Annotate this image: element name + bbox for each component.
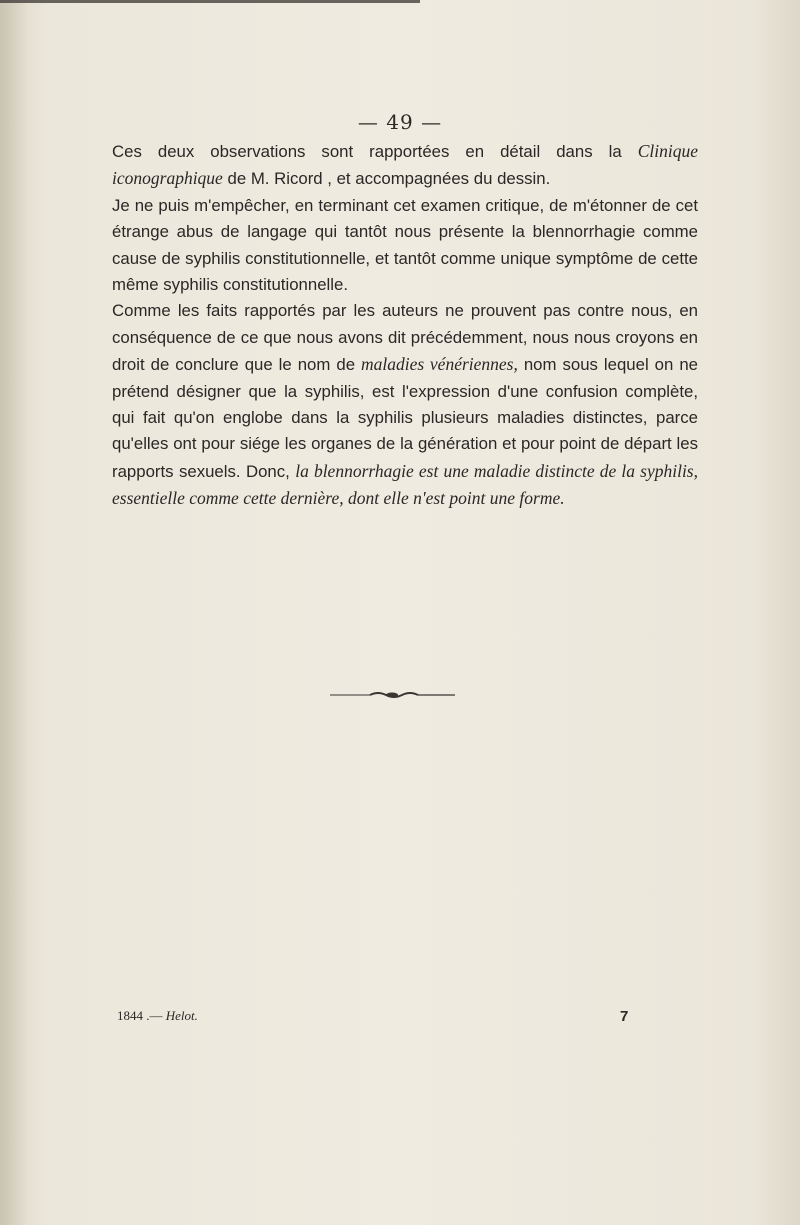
paragraph-1-italic-title: Clinique iconographique bbox=[112, 141, 698, 189]
body-text bbox=[112, 138, 698, 513]
paragraph-2 bbox=[112, 193, 698, 299]
paragraph-3-text-a: Comme les faits rapportés par les auteurs ne prouvent pas contre nous, en conséquence de ce que nous avons dit précédemment, nous nous croyons en droit de conclure que le nom de bbox=[112, 301, 698, 375]
page-edge-line bbox=[0, 0, 420, 3]
paragraph-1 bbox=[112, 138, 698, 193]
paragraph-3-italic-term: maladies vénériennes, bbox=[361, 354, 518, 375]
footer-signature-prefix: 1844 .— bbox=[117, 1008, 166, 1023]
paragraph-3-text-b: nom sous lequel on ne prétend désigner que la syphilis, est l'expression d'une confusion complète, qui fait qu'on englobe dans la syphilis plusieurs maladies distinctes, parce qu'elles ont pour siége les organes de la génération et pour point de départ les rapports sexuels. Donc, bbox=[112, 355, 698, 481]
paragraph-3 bbox=[112, 298, 698, 512]
paragraph-2-text: Je ne puis m'empêcher, en terminant cet examen critique, de m'étonner de cet étrange abus de langage qui tantôt nous présente la blennorrhagie comme cause de syphilis constitutionnelle, et tantôt comme unique symptôme de cette même syphilis constitutionnelle. bbox=[112, 195, 698, 295]
paragraph-3-italic-conclusion: la blennorrhagie est une maladie distincte de la syphilis, essentielle comme cette dernière, dont elle n'est point une forme. bbox=[112, 460, 698, 509]
footer-signature-name: Helot. bbox=[165, 1008, 198, 1023]
footer-signature bbox=[117, 1008, 198, 1024]
paragraph-1-text-a: Ces deux observations sont rapportées en détail dans la bbox=[112, 142, 638, 161]
section-ornament bbox=[330, 690, 455, 700]
page-number: — 49 — bbox=[357, 110, 443, 134]
paragraph-1-text-b: de M. Ricord , et accompagnées du dessin. bbox=[222, 169, 551, 189]
page-edge-shadow bbox=[0, 0, 28, 1225]
footer-sheet-number: 7 bbox=[620, 1008, 629, 1025]
